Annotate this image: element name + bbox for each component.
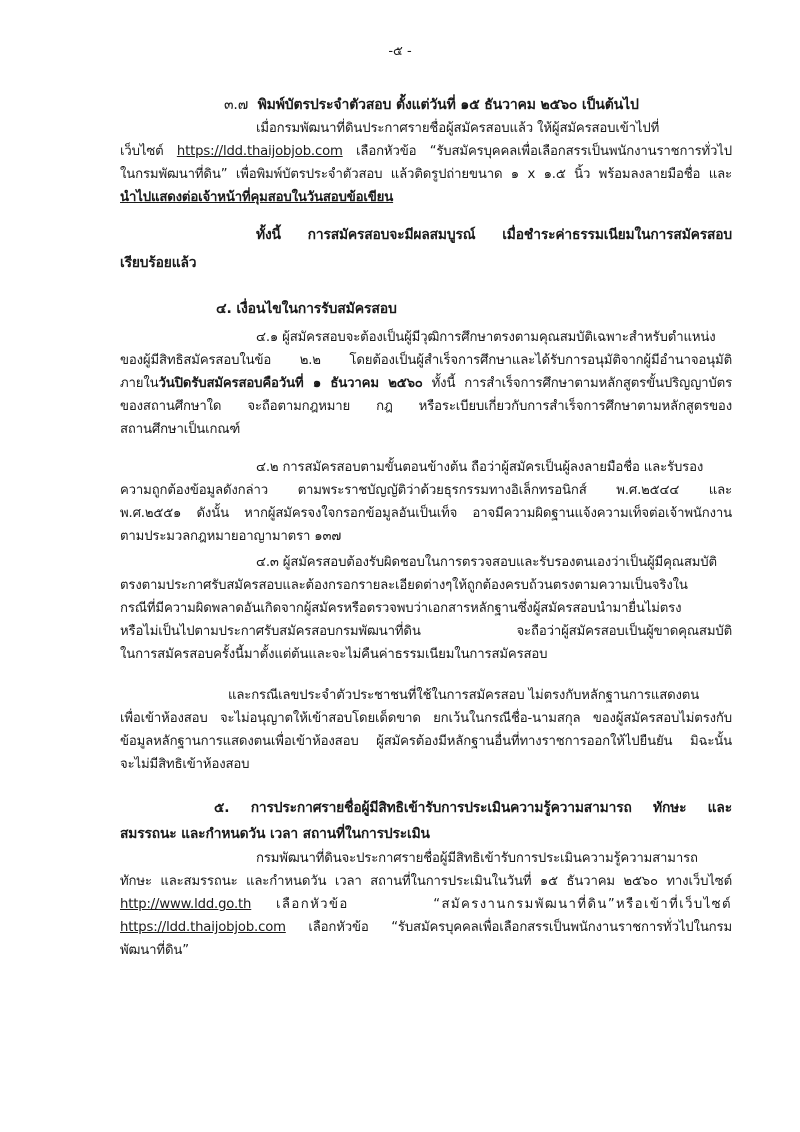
paragraph-line bbox=[120, 917, 732, 939]
text: ทั้งนี้ การสำเร็จการศึกษาตามหลักสูตรขั้นปริญญาบัตร bbox=[422, 376, 732, 391]
paragraph-line: พัฒนาที่ดิน” bbox=[120, 943, 189, 958]
paragraph-line: ๔.๓ ผู้สมัครสอบต้องรับผิดชอบในการตรวจสอบและรับรองตนเองว่าเป็นผู้มีคุณสมบัติ bbox=[256, 555, 717, 570]
page-number: -๕ - bbox=[388, 44, 412, 59]
section-5-heading-cont: สมรรถนะ และกำหนดวัน เวลา สถานที่ในการประเมิน bbox=[120, 826, 430, 842]
paragraph-line: และกรณีเลขประจำตัวประชาชนที่ใช้ในการสมัครสอบ ไม่ตรงกับหลักฐานการแสดงตน bbox=[228, 688, 700, 703]
paragraph-line: กรณีที่มีความผิดพลาดอันเกิดจากผู้สมัครหรือตรวจพบว่าเอกสารหลักฐานซึ่งผู้สมัครสอบนำมายื่นไม่ตรง bbox=[120, 601, 682, 616]
text: เลือกหัวข้อ “รับสมัครบุคคลเพื่อเลือกสรรเป็นพนักงานราชการทั่วไป bbox=[356, 144, 733, 159]
paragraph-line: ทั้งนี้ การสมัครสอบจะมีผลสมบูรณ์ เมื่อชำระค่าธรรมเนียมในการสมัครสอบ bbox=[256, 227, 732, 243]
heading-text: พิมพ์บัตรประจำตัวสอบ ตั้งแต่วันที่ ๑๕ ธันวาคม ๒๕๖๐ เป็นต้นไป bbox=[257, 97, 639, 113]
thaijobjob-link[interactable]: https://ldd.thaijobjob.com bbox=[176, 144, 343, 159]
paragraph-line: สถานศึกษาเป็นเกณฑ์ bbox=[120, 422, 241, 437]
paragraph-line: เพื่อเข้าห้องสอบ จะไม่อนุญาตให้เข้าสอบโดยเด็ดขาด ยกเว้นในกรณีชื่อ-นามสกุล ของผู้สมัครสอบไม่ตรงกับ bbox=[120, 711, 732, 726]
text: เลือกหัวข้อ “สมัครงานกรมพัฒนาที่ดิน”หรือเข้าที่เว็บไซต์ bbox=[276, 897, 732, 912]
section-4-heading: ๔. เงื่อนไขในการรับสมัครสอบ bbox=[216, 301, 397, 317]
text: เลือกหัวข้อ “รับสมัครบุคคลเพื่อเลือกสรรเป็นพนักงานราชการทั่วไปในกรม bbox=[285, 920, 732, 935]
text: เว็บไซต์ bbox=[120, 144, 164, 159]
section-number: ๓.๗ bbox=[224, 97, 249, 113]
paragraph-line bbox=[120, 894, 732, 916]
paragraph-line: ของสถานศึกษาใด จะถือตามกฎหมาย กฎ หรือระเบียบเกี่ยวกับการสำเร็จการศึกษาตามหลักสูตรของ bbox=[120, 399, 732, 414]
paragraph-line: ทักษะ และสมรรถนะ และกำหนดวัน เวลา สถานที่ในการประเมินในวันที่ ๑๕ ธันวาคม ๒๕๖๐ ทางเว็บไซต์ bbox=[120, 874, 732, 889]
text: ภายใน bbox=[120, 376, 159, 391]
paragraph-line: ตรงตามประกาศรับสมัครสอบและต้องกรอกรายละเอียดต่างๆให้ถูกต้องครบถ้วนตรงตามความเป็นจริงใน bbox=[120, 578, 688, 593]
paragraph-line: ในการสมัครสอบครั้งนี้มาตั้งแต่ต้นและจะไม่คืนค่าธรรมเนียมในการสมัครสอบ bbox=[120, 647, 548, 662]
paragraph-line: ข้อมูลหลักฐานการแสดงตนเพื่อเข้าห้องสอบ ผู้สมัครต้องมีหลักฐานอื่นที่ทางราชการออกให้ไปยืนยัน มิฉะนั้น bbox=[120, 734, 732, 749]
paragraph-line: หรือไม่เป็นไปตามประกาศรับสมัครสอบกรมพัฒนาที่ดิน จะถือว่าผู้สมัครสอบเป็นผู้ขาดคุณสมบัติ bbox=[120, 624, 732, 639]
paragraph-line: จะไม่มีสิทธิเข้าห้องสอบ bbox=[120, 757, 250, 772]
paragraph-line: ตามประมวลกฎหมายอาญามาตรา ๑๓๗ bbox=[120, 529, 342, 544]
paragraph-line: กรมพัฒนาที่ดินจะประกาศรายชื่อผู้มีสิทธิเข้ารับการประเมินความรู้ความสามารถ bbox=[256, 851, 698, 866]
paragraph-line: พ.ศ.๒๕๕๑ ดังนั้น หากผู้สมัครจงใจกรอกข้อมูลอันเป็นเท็จ อาจมีความผิดฐานแจ้งความเท็จต่อเจ้าพนักงาน bbox=[120, 506, 732, 521]
paragraph-line: ความถูกต้องข้อมูลดังกล่าว ตามพระราชบัญญัติว่าด้วยธุรกรรมทางอิเล็กทรอนิกส์ พ.ศ.๒๕๔๔ และ bbox=[120, 483, 732, 498]
paragraph-line: ๔.๑ ผู้สมัครสอบจะต้องเป็นผู้มีวุฒิการศึกษาตรงตามคุณสมบัติเฉพาะสำหรับตำแหน่ง bbox=[256, 330, 716, 345]
paragraph-line: ในกรมพัฒนาที่ดิน” เพื่อพิมพ์บัตรประจำตัวสอบ แล้วติดรูปถ่ายขนาด ๑ x ๑.๕ นิ้ว พร้อมลงลายมือชื่อ และ bbox=[120, 167, 732, 182]
paragraph-line: ของผู้มีสิทธิสมัครสอบในข้อ ๒.๒ โดยต้องเป็นผู้สำเร็จการศึกษาและได้รับการอนุมัติจากผู้มีอำนาจอนุมัติ bbox=[120, 353, 732, 368]
paragraph-line: เรียบร้อยแล้ว bbox=[120, 255, 197, 271]
thaijobjob-link[interactable]: https://ldd.thaijobjob.com bbox=[120, 920, 286, 935]
paragraph-line bbox=[120, 373, 732, 395]
paragraph-line bbox=[120, 141, 732, 163]
emphasis-line: นำไปแสดงต่อเจ้าหน้าที่คุมสอบในวันสอบข้อเขียน bbox=[120, 190, 394, 205]
section-3-7-heading bbox=[224, 94, 744, 116]
section-5-heading: ๕. การประกาศรายชื่อผู้มีสิทธิเข้ารับการประเมินความรู้ความสามารถ ทักษะ และ bbox=[214, 800, 732, 816]
deadline-text: วันปิดรับสมัครสอบคือวันที่ ๑ ธันวาคม ๒๕๖๐ bbox=[158, 376, 423, 391]
paragraph-line: ๔.๒ การสมัครสอบตามขั้นตอนข้างต้น ถือว่าผู้สมัครเป็นผู้ลงลายมือชื่อ และรับรอง bbox=[256, 460, 704, 475]
ldd-website-link[interactable]: http://www.ldd.go.th bbox=[120, 897, 252, 912]
paragraph-line: เมื่อกรมพัฒนาที่ดินประกาศรายชื่อผู้สมัครสอบแล้ว ให้ผู้สมัครสอบเข้าไปที่ bbox=[256, 121, 660, 136]
